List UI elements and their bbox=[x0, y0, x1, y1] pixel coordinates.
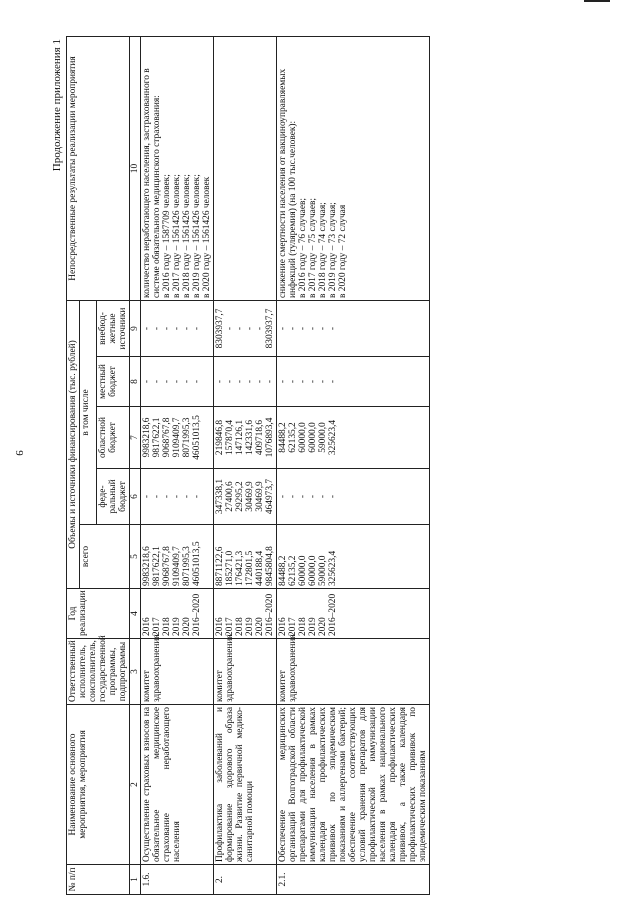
year-value: 2016 bbox=[278, 617, 288, 636]
column-number: 4 bbox=[130, 589, 141, 639]
scan-corner-mark bbox=[584, 0, 610, 2]
federal-value: 347338,1 bbox=[215, 478, 225, 515]
regional-value: 9983218,6 bbox=[142, 417, 152, 458]
extra-value: - bbox=[288, 326, 298, 331]
column-number: 1 bbox=[130, 865, 141, 895]
extra-value: 8303937,7 bbox=[265, 308, 275, 349]
year-value: 2019 bbox=[308, 617, 318, 636]
measure-name: Профилактика заболеваний и формирование здорового образа жизни. Развитие первичной медико-санитарной помощи bbox=[214, 705, 277, 865]
extra-value: - bbox=[328, 326, 338, 331]
local-value: - bbox=[298, 379, 308, 384]
total-value: 172801,5 bbox=[245, 550, 255, 586]
year-value: 2019 bbox=[172, 617, 182, 636]
years-cell bbox=[141, 589, 214, 639]
regional-value: 9109409,7 bbox=[172, 417, 182, 458]
regional-cell bbox=[277, 407, 430, 469]
local-value: - bbox=[172, 379, 182, 384]
extra-value: - bbox=[235, 326, 245, 331]
year-value: 2016–2020 bbox=[192, 593, 202, 636]
total-value: 9068767,8 bbox=[162, 546, 172, 586]
federal-value: - bbox=[172, 494, 182, 499]
federal-value: - bbox=[152, 494, 162, 499]
regional-value: 60000,0 bbox=[298, 422, 308, 453]
extra-value: - bbox=[278, 326, 288, 331]
local-value: - bbox=[182, 379, 192, 384]
executor: комитет здравоохранения bbox=[141, 639, 214, 705]
regional-value: 219846,8 bbox=[215, 419, 225, 456]
results-cell bbox=[214, 37, 277, 301]
column-number: 2 bbox=[130, 705, 141, 865]
header-local: местный бюджет bbox=[97, 357, 130, 407]
column-number: 10 bbox=[130, 37, 141, 301]
appendix-caption: Продолжение приложения 1 bbox=[51, 39, 63, 172]
local-cell bbox=[277, 357, 430, 407]
total-value: 59000,0 bbox=[318, 555, 328, 586]
federal-cell bbox=[214, 469, 277, 525]
header-num: № п/п bbox=[67, 865, 130, 895]
column-number: 6 bbox=[130, 469, 141, 525]
header-year: Год реализации bbox=[67, 589, 130, 639]
extra-value: - bbox=[245, 326, 255, 331]
federal-value: - bbox=[328, 494, 338, 499]
header-funding: Объемы и источники финансирования (тыс. рублей) bbox=[67, 301, 80, 589]
federal-value: - bbox=[142, 494, 152, 499]
header-including: в том числе bbox=[80, 301, 97, 525]
federal-value: 27400,6 bbox=[225, 481, 235, 512]
extra-value: - bbox=[182, 326, 192, 331]
total-value: 8071995,3 bbox=[182, 546, 192, 586]
federal-value: 464973,7 bbox=[265, 478, 275, 515]
result-line: в 2019 году – 73 случая; bbox=[328, 202, 338, 298]
total-value: 62135,2 bbox=[288, 555, 298, 586]
local-value: - bbox=[192, 379, 202, 384]
federal-value: 30469,9 bbox=[245, 481, 255, 512]
total-cell bbox=[277, 525, 430, 589]
regional-value: 9817622,1 bbox=[152, 417, 162, 458]
regional-value: 9068767,8 bbox=[162, 417, 172, 458]
total-value: 185271,0 bbox=[225, 550, 235, 586]
table-row bbox=[141, 37, 214, 895]
year-value: 2018 bbox=[235, 617, 245, 636]
regional-cell bbox=[214, 407, 277, 469]
extra-value: - bbox=[152, 326, 162, 331]
total-value: 8871122,6 bbox=[215, 546, 225, 586]
column-number-row bbox=[130, 37, 141, 895]
local-value: - bbox=[318, 379, 328, 384]
regional-value: 84488,2 bbox=[278, 422, 288, 453]
header-total: всего bbox=[80, 525, 130, 589]
regional-value: 59000,0 bbox=[318, 422, 328, 453]
year-value: 2017 bbox=[225, 617, 235, 636]
year-value: 2017 bbox=[152, 617, 162, 636]
funding-table bbox=[66, 36, 430, 895]
regional-value: 46051013,5 bbox=[192, 415, 202, 460]
result-line: в 2017 году – 75 случаев; bbox=[308, 197, 318, 298]
row-number: 2. bbox=[214, 865, 277, 895]
local-value: - bbox=[265, 379, 275, 384]
local-cell bbox=[214, 357, 277, 407]
result-line: количество неработающего населения, застрахованного в системе обязательного медицинского страхования: bbox=[142, 68, 162, 298]
federal-value: - bbox=[162, 494, 172, 499]
federal-value: - bbox=[318, 494, 328, 499]
total-value: 60000,0 bbox=[308, 555, 318, 586]
header-federal: феде- ральный бюджет bbox=[97, 469, 130, 525]
total-cell bbox=[141, 525, 214, 589]
federal-cell bbox=[141, 469, 214, 525]
extra-cell bbox=[141, 301, 214, 357]
executor: комитет здравоохранения bbox=[214, 639, 277, 705]
measure-name: Осуществление страховых взносов на обязательное медицинское страхование неработающего населения bbox=[141, 705, 214, 865]
header-extra: внебюд- жетные источники bbox=[97, 301, 130, 357]
extra-value: - bbox=[308, 326, 318, 331]
local-value: - bbox=[278, 379, 288, 384]
local-value: - bbox=[225, 379, 235, 384]
year-value: 2016 bbox=[142, 617, 152, 636]
regional-value: 142331,6 bbox=[245, 419, 255, 456]
year-value: 2018 bbox=[162, 617, 172, 636]
result-line: в 2016 году – 1587709 человек; bbox=[162, 174, 172, 298]
page-number: 9 bbox=[13, 450, 25, 456]
result-line: снижение смертности населения от вакциноуправляемых инфекций (туляремия) (на 100 тыс.человек): bbox=[278, 68, 298, 298]
total-value: 9109409,7 bbox=[172, 546, 182, 586]
total-value: 9983218,6 bbox=[142, 546, 152, 586]
year-value: 2016 bbox=[215, 617, 225, 636]
extra-value: - bbox=[192, 326, 202, 331]
column-number: 3 bbox=[130, 639, 141, 705]
regional-cell bbox=[141, 407, 214, 469]
year-value: 2019 bbox=[245, 617, 255, 636]
local-value: - bbox=[328, 379, 338, 384]
header-regional: областной бюджет bbox=[97, 407, 130, 469]
federal-value: - bbox=[182, 494, 192, 499]
federal-value: 29295,2 bbox=[235, 481, 245, 512]
result-line: в 2018 году – 74 случая; bbox=[318, 202, 328, 298]
extra-value: - bbox=[255, 326, 265, 331]
header-executor: Ответственный исполнитель, соисполнитель, государственной программы, подпрограммы bbox=[67, 639, 130, 705]
year-value: 2016–2020 bbox=[328, 593, 338, 636]
extra-cell bbox=[214, 301, 277, 357]
table-body bbox=[141, 37, 430, 895]
federal-value: - bbox=[288, 494, 298, 499]
local-value: - bbox=[142, 379, 152, 384]
year-value: 2020 bbox=[255, 617, 265, 636]
federal-value: - bbox=[278, 494, 288, 499]
year-value: 2017 bbox=[288, 617, 298, 636]
total-cell bbox=[214, 525, 277, 589]
local-value: - bbox=[162, 379, 172, 384]
column-number: 8 bbox=[130, 357, 141, 407]
total-value: 60000,0 bbox=[298, 555, 308, 586]
extra-value: - bbox=[298, 326, 308, 331]
regional-value: 62135,2 bbox=[288, 422, 298, 453]
local-value: - bbox=[255, 379, 265, 384]
extra-cell bbox=[277, 301, 430, 357]
measure-name: Обеспечение медицинских организаций Волгоградской области препаратами для профилактической иммунизации населения в рамках календаря профилактических прививок по эпидемическим показаниям и аллергенами бактерий; обеспечение соответствующих условий хранения препаратов для профилактической иммунизации населения в рамках национального календаря профилактических прививок, а также календаря профилактических прививок по эпидемическим показаниям bbox=[277, 705, 430, 865]
regional-value: 157870,4 bbox=[225, 419, 235, 456]
regional-value: 409718,6 bbox=[255, 419, 265, 456]
regional-value: 60000,0 bbox=[308, 422, 318, 453]
total-value: 325623,4 bbox=[328, 550, 338, 586]
federal-value: - bbox=[308, 494, 318, 499]
years-cell bbox=[277, 589, 430, 639]
column-number: 7 bbox=[130, 407, 141, 469]
local-value: - bbox=[288, 379, 298, 384]
year-value: 2020 bbox=[182, 617, 192, 636]
results-cell bbox=[277, 37, 430, 301]
result-line: в 2020 году – 72 случая bbox=[338, 204, 348, 298]
result-line: в 2019 году – 1561426 человек; bbox=[192, 174, 202, 298]
result-line: в 2016 году – 76 случаев; bbox=[298, 197, 308, 298]
total-value: 440188,4 bbox=[255, 550, 265, 586]
table-row bbox=[277, 37, 430, 895]
local-cell bbox=[141, 357, 214, 407]
header-name: Наименование основного мероприятия, мероприятия bbox=[67, 705, 130, 865]
regional-value: 147126,1 bbox=[235, 419, 245, 456]
extra-value: - bbox=[142, 326, 152, 331]
federal-value: 30469,9 bbox=[255, 481, 265, 512]
federal-value: - bbox=[298, 494, 308, 499]
table-row bbox=[214, 37, 277, 895]
federal-value: - bbox=[192, 494, 202, 499]
total-value: 46051013,5 bbox=[192, 541, 202, 586]
total-value: 84488,2 bbox=[278, 555, 288, 586]
total-value: 9817622,1 bbox=[152, 546, 162, 586]
header-results: Непосредственные результаты реализации мероприятия bbox=[67, 37, 130, 301]
result-line: в 2018 году – 1561426 человек; bbox=[182, 174, 192, 298]
row-number: 1.6. bbox=[141, 865, 214, 895]
total-value: 9845804,8 bbox=[265, 546, 275, 586]
regional-value: 325623,4 bbox=[328, 419, 338, 456]
local-value: - bbox=[152, 379, 162, 384]
year-value: 2016–2020 bbox=[265, 593, 275, 636]
extra-value: - bbox=[225, 326, 235, 331]
extra-value: - bbox=[172, 326, 182, 331]
total-value: 176421,3 bbox=[235, 550, 245, 586]
extra-value: - bbox=[318, 326, 328, 331]
result-line: в 2020 году – 1561426 человек bbox=[202, 176, 212, 298]
year-value: 2020 bbox=[318, 617, 328, 636]
rotated-landscape-content bbox=[50, 37, 640, 895]
column-number: 5 bbox=[130, 525, 141, 589]
row-number: 2.1. bbox=[277, 865, 430, 895]
extra-value: - bbox=[162, 326, 172, 331]
executor: комитет здравоохранения bbox=[277, 639, 430, 705]
local-value: - bbox=[245, 379, 255, 384]
year-value: 2018 bbox=[298, 617, 308, 636]
federal-cell bbox=[277, 469, 430, 525]
years-cell bbox=[214, 589, 277, 639]
local-value: - bbox=[235, 379, 245, 384]
local-value: - bbox=[308, 379, 318, 384]
results-cell bbox=[141, 37, 214, 301]
local-value: - bbox=[215, 379, 225, 384]
extra-value: 8303937,7 bbox=[215, 308, 225, 349]
result-line: в 2017 году – 1561426 человек; bbox=[172, 174, 182, 298]
column-number: 9 bbox=[130, 301, 141, 357]
regional-value: 1076893,4 bbox=[265, 417, 275, 458]
regional-value: 8071995,3 bbox=[182, 417, 192, 458]
